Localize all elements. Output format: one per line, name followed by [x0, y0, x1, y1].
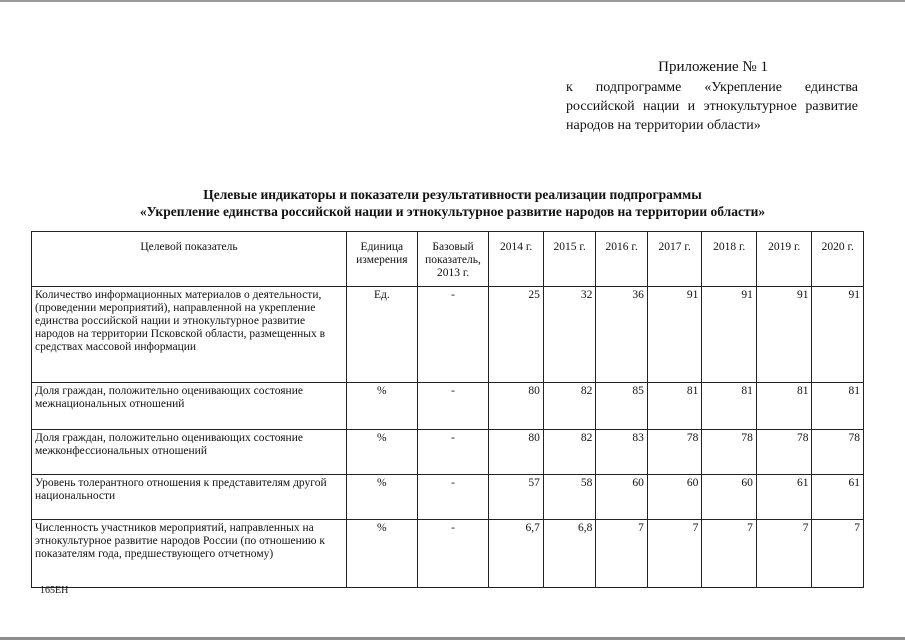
row-unit: % [347, 430, 418, 475]
document-title-line-2: «Укрепление единства российской нации и этнокультурное развитие народов на территории области» [139, 204, 766, 219]
header-2015: 2015 г. [543, 232, 596, 287]
row-base: - [417, 287, 489, 383]
row-value-2020: 61 [812, 475, 864, 520]
header-2017: 2017 г. [647, 232, 702, 287]
row-value-2020: 7 [812, 520, 864, 588]
appendix-title: Приложение № 1 [658, 59, 768, 75]
header-base: Базовый показатель, 2013 г. [417, 232, 489, 287]
row-base: - [417, 430, 489, 475]
indicators-table [31, 231, 864, 588]
row-value-2017: 91 [647, 287, 702, 383]
header-indicator: Целевой показатель [32, 232, 347, 287]
row-value-2016: 83 [596, 430, 647, 475]
row-value-2014: 80 [489, 383, 544, 430]
row-indicator-name: Уровень толерантного отношения к представителям другой национальности [32, 475, 347, 520]
table-row [32, 520, 864, 588]
header-2014: 2014 г. [489, 232, 544, 287]
row-value-2014: 25 [489, 287, 544, 383]
header-2020: 2020 г. [812, 232, 864, 287]
appendix-block [566, 58, 858, 135]
header-2018: 2018 г. [702, 232, 757, 287]
row-base: - [417, 383, 489, 430]
row-unit: % [347, 475, 418, 520]
row-unit: Ед. [347, 287, 418, 383]
document-title-line-1: Целевые индикаторы и показатели результативности реализации подпрограммы [203, 187, 702, 202]
table-row [32, 475, 864, 520]
page-footnote: 165EH [40, 585, 69, 596]
row-value-2016: 7 [596, 520, 647, 588]
row-value-2019: 81 [756, 383, 812, 430]
row-value-2018: 78 [702, 430, 757, 475]
table-row [32, 287, 864, 383]
row-value-2014: 80 [489, 430, 544, 475]
row-value-2016: 85 [596, 383, 647, 430]
row-value-2016: 60 [596, 475, 647, 520]
row-value-2017: 7 [647, 520, 702, 588]
row-value-2014: 6,7 [489, 520, 544, 588]
row-indicator-name: Численность участников мероприятий, направленных на этнокультурное развитие народов России (по отношению к показателям года, предшествующего отчетному) [32, 520, 347, 588]
header-unit: Единица измерения [347, 232, 418, 287]
row-value-2015: 82 [543, 430, 596, 475]
row-indicator-name: Количество информационных материалов о деятельности, (проведении мероприятий), направленной на укрепление единства российской нации и этнокультурное развитие народов на территории Псковской области, размещенных в средствах массовой информации [32, 287, 347, 383]
header-2019: 2019 г. [756, 232, 812, 287]
row-value-2020: 81 [812, 383, 864, 430]
row-value-2018: 91 [702, 287, 757, 383]
row-value-2019: 61 [756, 475, 812, 520]
row-value-2019: 78 [756, 430, 812, 475]
row-value-2014: 57 [489, 475, 544, 520]
row-indicator-name: Доля граждан, положительно оценивающих состояние межнациональных отношений [32, 383, 347, 430]
row-value-2018: 60 [702, 475, 757, 520]
row-base: - [417, 475, 489, 520]
row-unit: % [347, 520, 418, 588]
row-value-2020: 91 [812, 287, 864, 383]
row-value-2019: 91 [756, 287, 812, 383]
header-2016: 2016 г. [596, 232, 647, 287]
row-value-2015: 58 [543, 475, 596, 520]
row-value-2020: 78 [812, 430, 864, 475]
scan-edge-top [0, 0, 905, 2]
row-value-2015: 6,8 [543, 520, 596, 588]
table-row [32, 430, 864, 475]
document-title [60, 186, 845, 220]
row-value-2015: 32 [543, 287, 596, 383]
row-value-2018: 81 [702, 383, 757, 430]
row-value-2017: 78 [647, 430, 702, 475]
row-value-2018: 7 [702, 520, 757, 588]
row-base: - [417, 520, 489, 588]
row-value-2015: 82 [543, 383, 596, 430]
row-value-2017: 60 [647, 475, 702, 520]
row-indicator-name: Доля граждан, положительно оценивающих состояние межконфессиональных отношений [32, 430, 347, 475]
row-value-2019: 7 [756, 520, 812, 588]
row-value-2017: 81 [647, 383, 702, 430]
table-row [32, 383, 864, 430]
header-row [32, 232, 864, 287]
row-unit: % [347, 383, 418, 430]
appendix-body: к подпрограмме «Укрепление единства российской нации и этнокультурное развитие народов на территории области» [566, 80, 858, 133]
row-value-2016: 36 [596, 287, 647, 383]
